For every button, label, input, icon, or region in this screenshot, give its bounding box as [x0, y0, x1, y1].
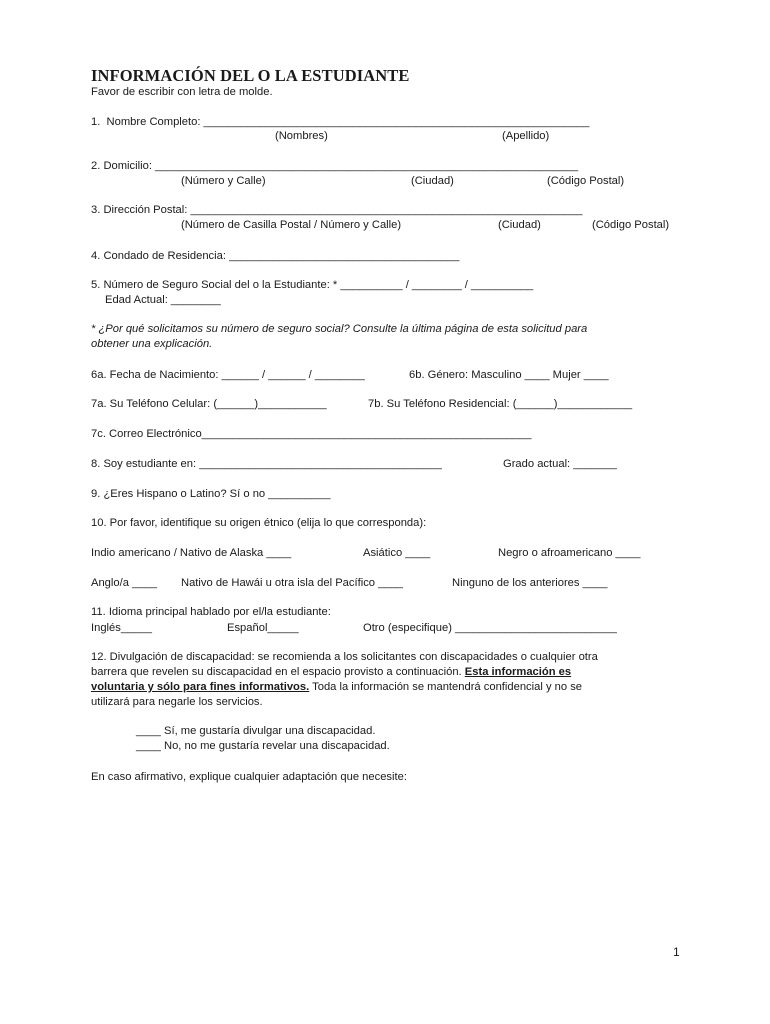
q10-option-ninguno[interactable]: Ninguno de los anteriores ____: [452, 577, 608, 589]
q1-sub-nombres: (Nombres): [275, 130, 328, 142]
q11-option-espanol[interactable]: Español_____: [227, 622, 299, 634]
q12-accommodation-prompt: En caso afirmativo, explique cualquier adaptación que necesite:: [91, 771, 407, 783]
q1-full-name-field[interactable]: 1. Nombre Completo: ______________________________________________________________: [91, 116, 590, 128]
form-title: INFORMACIÓN DEL O LA ESTUDIANTE: [91, 66, 410, 85]
q10-option-indio[interactable]: Indio americano / Nativo de Alaska ____: [91, 547, 292, 559]
q3-sub-codigo-postal: (Código Postal): [592, 219, 670, 231]
q12-disclosure-line3: [91, 682, 582, 693]
q3-postal-address-field[interactable]: 3. Dirección Postal: _______________________________________________________________: [91, 204, 583, 216]
q7c-email-field[interactable]: 7c. Correo Electrónico_____________________________________________________: [91, 428, 532, 440]
q12-disclosure-line4: utilizará para negarle los servicios.: [91, 696, 263, 708]
q10-ethnicity-label: 10. Por favor, identifique su origen étnico (elija lo que corresponda):: [91, 517, 427, 529]
q5-ssn-field[interactable]: 5. Número de Seguro Social del o la Estudiante: * __________ / ________ / __________: [91, 279, 534, 291]
q3-sub-casilla: (Número de Casilla Postal / Número y Calle): [181, 219, 402, 231]
q12-option-no[interactable]: ____ No, no me gustaría revelar una discapacidad.: [136, 740, 390, 752]
q2-sub-ciudad: (Ciudad): [411, 175, 454, 187]
q11-option-ingles[interactable]: Inglés_____: [91, 622, 152, 634]
ssn-note-line2: obtener una explicación.: [91, 338, 213, 350]
q12-emphasis-part1: Esta información es: [464, 666, 572, 678]
q2-sub-numero-calle: (Número y Calle): [181, 175, 266, 187]
q12-line3-text: Toda la información se mantendrá confidencial y no se: [309, 681, 583, 693]
q10-option-hawai[interactable]: Nativo de Hawái u otra isla del Pacífico ____: [181, 577, 404, 589]
q4-county-field[interactable]: 4. Condado de Residencia: _____________________________________: [91, 250, 460, 262]
q12-option-si[interactable]: ____ Sí, me gustaría divulgar una discapacidad.: [136, 725, 376, 737]
q11-option-otro[interactable]: Otro (especifique) __________________________: [363, 622, 617, 634]
q6b-gender-field[interactable]: 6b. Género: Masculino ____ Mujer ____: [409, 369, 609, 381]
q8-school-field[interactable]: 8. Soy estudiante en: _______________________________________: [91, 458, 442, 470]
q9-hispanic-field[interactable]: 9. ¿Eres Hispano o Latino? Sí o no __________: [91, 488, 331, 500]
q12-line2-text: barrera que revelen su discapacidad en el espacio provisto a continuación.: [91, 666, 465, 678]
q12-emphasis-part2: voluntaria y sólo para fines informativos.: [91, 681, 310, 693]
q10-option-negro[interactable]: Negro o afroamericano ____: [498, 547, 641, 559]
ssn-note-line1: * ¿Por qué solicitamos su número de seguro social? Consulte la última página de esta solicitud para: [91, 323, 588, 335]
q7b-home-phone-field[interactable]: 7b. Su Teléfono Residencial: (______)____________: [368, 398, 633, 410]
q10-option-anglo[interactable]: Anglo/a ____: [91, 577, 157, 589]
q11-language-label: 11. Idioma principal hablado por el/la estudiante:: [91, 606, 331, 618]
q2-sub-codigo-postal: (Código Postal): [547, 175, 625, 187]
q5-age-field[interactable]: Edad Actual: ________: [105, 294, 221, 306]
q3-sub-ciudad: (Ciudad): [498, 219, 541, 231]
q7a-cell-phone-field[interactable]: 7a. Su Teléfono Celular: (______)___________: [91, 398, 327, 410]
q12-disclosure-line2: [91, 667, 571, 678]
q12-disclosure-line1: 12. Divulgación de discapacidad: se recomienda a los solicitantes con discapacidades o cualquier otra: [91, 651, 598, 663]
q2-address-field[interactable]: 2. Domicilio: ____________________________________________________________________: [91, 160, 579, 172]
q8-grade-field[interactable]: Grado actual: _______: [503, 458, 617, 470]
page-number: 1: [673, 945, 680, 959]
q10-option-asiatico[interactable]: Asiático ____: [363, 547, 431, 559]
q6a-birthdate-field[interactable]: 6a. Fecha de Nacimiento: ______ / ______ / ________: [91, 369, 365, 381]
q1-sub-apellido: (Apellido): [502, 130, 550, 142]
form-subtitle: Favor de escribir con letra de molde.: [91, 86, 273, 98]
